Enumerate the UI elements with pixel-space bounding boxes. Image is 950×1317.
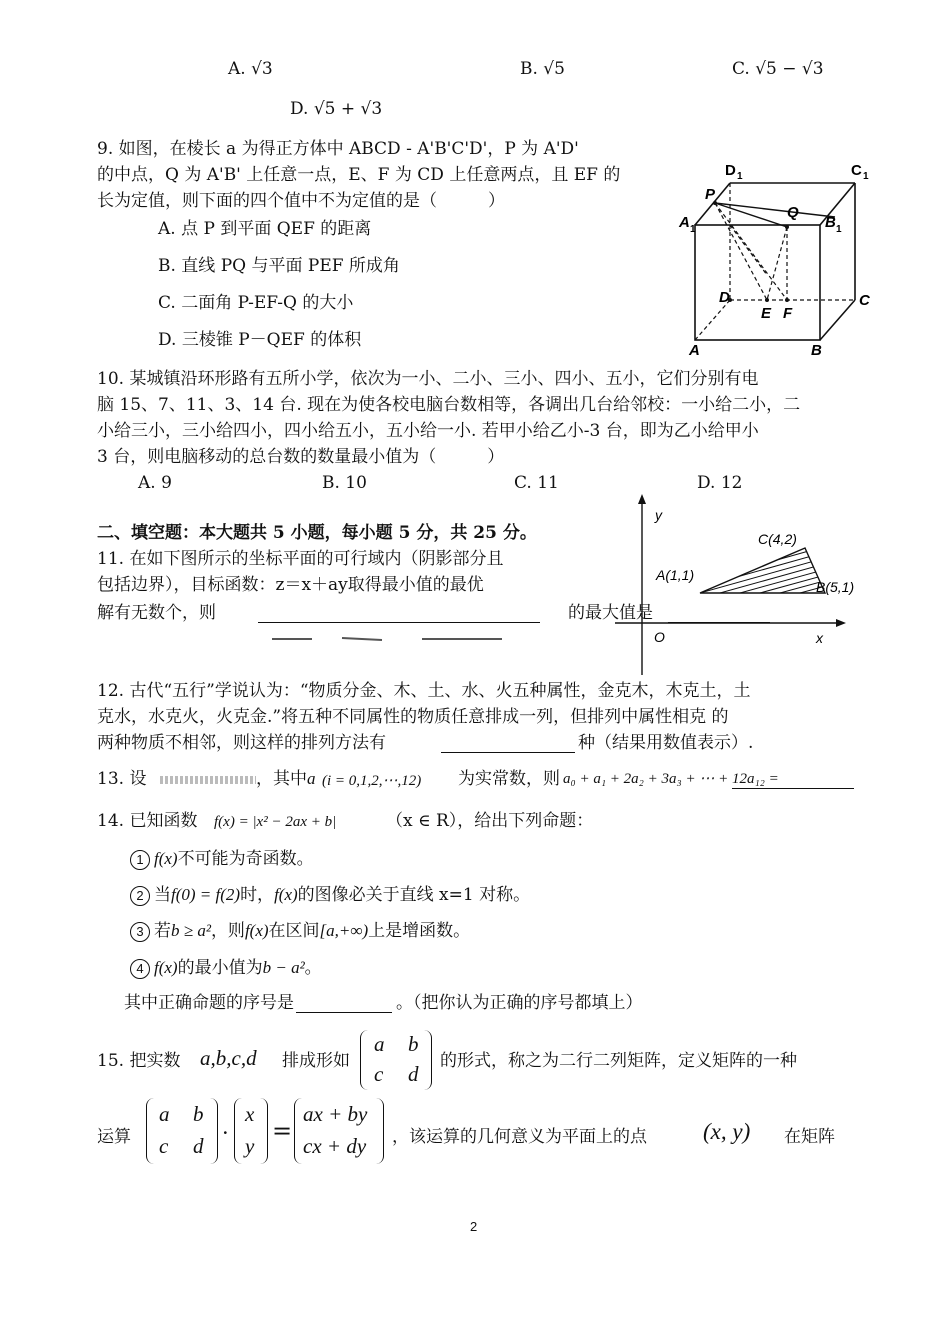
q13-where: ，其中	[256, 769, 307, 789]
q14-item-3-d: f(x)	[244, 921, 269, 940]
q11-blank-a[interactable]	[258, 604, 540, 623]
q8-option-d: D. √5 + √3	[290, 99, 383, 119]
q15-vector-result	[294, 1098, 384, 1164]
q15-equals: =	[272, 1117, 293, 1145]
q10-option-c: C. 11	[514, 473, 559, 493]
matrix-cell: a	[159, 1102, 170, 1126]
q14-item-3-b: b ≥ a²	[171, 921, 211, 940]
point-b-label: B(5,1)	[816, 579, 855, 595]
q11-line-3b: 的最大值是	[568, 603, 653, 623]
q9-line-3: 长为定值，则下面的四个值中不为定值的是（ ）	[97, 191, 505, 211]
circled-number: 4	[130, 959, 150, 979]
q14-blank[interactable]	[296, 994, 392, 1013]
q14-item-1-fx: f(x)	[154, 849, 178, 868]
q10-line-4: 3 台，则电脑移动的总台数的数量最小值为（ ）	[97, 447, 505, 467]
label-q: Q	[787, 204, 799, 221]
label-d1-sub: 1	[737, 171, 743, 182]
q13-ai: a	[307, 769, 316, 788]
matrix-cell: y	[245, 1134, 255, 1158]
q13-text: 为实常数，则	[458, 769, 560, 789]
label-b1: B	[825, 214, 836, 231]
label-d: D	[719, 289, 730, 306]
q11-line-3a: 解有无数个，则	[97, 603, 216, 623]
q14-item-3-f: [a,+∞)	[319, 921, 369, 940]
q14-line-1a: 14. 已知函数	[97, 811, 198, 831]
q12-line-3a: 两种物质不相邻，则这样的排列方法有	[97, 733, 386, 753]
q14-item-2-e: 的图像必关于直线 x=1 对称。	[297, 885, 531, 905]
q14-item-4	[130, 957, 322, 979]
q8-option-b: B. √5	[520, 59, 565, 79]
q14-item-3	[130, 920, 470, 942]
q8-option-c: C. √5 − √3	[732, 59, 824, 79]
q10-line-1: 10. 某城镇沿环形路有五所小学，依次为一小、二小、三小、四小、五小，它们分别有电	[97, 369, 759, 389]
label-p: P	[705, 186, 716, 203]
q15-vector-xy	[234, 1098, 268, 1164]
circled-number: 2	[130, 886, 150, 906]
q13-range: (i = 0,1,2,⋯,12)	[322, 773, 422, 789]
q15-point: (x, y)	[703, 1119, 751, 1144]
q15-line-1a: 15. 把实数	[97, 1051, 181, 1071]
q15-line-1c: 排成形如	[282, 1051, 350, 1071]
q9-option-a: A. 点 P 到平面 QEF 的距离	[158, 219, 372, 239]
axis-y-label: y	[655, 507, 662, 523]
q14-item-3-a: 若	[154, 921, 171, 941]
matrix-cell: b	[408, 1032, 419, 1056]
q10-line-2: 脑 15、7、11、3、14 台. 现在为使各校电脑台数相等，各调出几台给邻校：一小给二小，二	[97, 395, 801, 415]
q14-item-4-b: 的最小值为	[177, 958, 263, 978]
origin-label: O	[654, 629, 665, 645]
q12-blank[interactable]	[441, 734, 575, 753]
q9-option-d: D. 三棱锥 P－QEF 的体积	[158, 330, 362, 350]
q11-line-2: 包括边界），目标函数：z＝x＋ay取得最小值的最优	[97, 575, 484, 595]
feasible-region-figure	[600, 490, 870, 680]
label-d1: D	[725, 162, 736, 179]
label-a: A	[689, 342, 700, 359]
matrix-cell: d	[193, 1134, 204, 1158]
q14-item-4-c: b − a²	[262, 958, 305, 977]
q13-sum: a₀ + a₁ + 2a₂ + 3a₃ + ⋯ + 12a₁₂ =	[563, 771, 779, 787]
q11-line-1: 11. 在如下图所示的坐标平面的可行域内（阴影部分且	[97, 549, 504, 569]
page-number: 2	[470, 1219, 478, 1234]
q14-item-1-text: 不可能为奇函数。	[177, 849, 314, 869]
label-c: C	[859, 292, 870, 309]
q14-conclusion-a: 其中正确命题的序号是	[124, 993, 294, 1013]
axis-x-label: x	[816, 630, 823, 646]
matrix-cell: c	[374, 1062, 384, 1086]
label-c1-sub: 1	[863, 171, 869, 182]
q12-line-1: 12. 古代“五行”学说认为：“物质分金、木、土、水、火五种属性，金克木，木克土，土	[97, 681, 751, 701]
label-b: B	[811, 342, 822, 359]
label-a1-sub: 1	[690, 224, 696, 235]
q15-dot: ·	[222, 1121, 229, 1145]
q14-item-3-g: 上是增函数。	[368, 921, 471, 941]
q15-line-2d: 在矩阵	[784, 1127, 835, 1147]
q8-option-a: A. √3	[228, 59, 273, 79]
matrix-cell: a	[374, 1032, 385, 1056]
q9-line-1: 9. 如图，在棱长 a 为得正方体中 ABCD - A'B'C'D'，P 为 A'D'	[97, 139, 579, 159]
q15-line-1d: 的形式，称之为二行二列矩阵，定义矩阵的一种	[440, 1051, 797, 1071]
q14-item-4-a: f(x)	[154, 958, 178, 977]
matrix-cell: x	[245, 1102, 255, 1126]
label-b1-sub: 1	[836, 224, 842, 235]
q15-matrix-example	[360, 1030, 432, 1090]
q10-line-3: 小给三小，三小给四小，四小给五小，五小给一小. 若甲小给乙小-3 台，即为乙小给甲小	[97, 421, 759, 441]
q15-matrix-a	[146, 1098, 218, 1164]
label-c1: C	[851, 162, 862, 179]
q13-faded-expression	[160, 776, 256, 784]
q9-line-2: 的中点，Q 为 A'B' 上任意一点，E、F 为 CD 上任意两点，且 EF 的	[97, 165, 621, 185]
circled-number: 1	[130, 850, 150, 870]
q14-conclusion-b: 。（把你认为正确的序号都填上）	[396, 993, 643, 1013]
q15-line-2a: 运算	[97, 1127, 131, 1147]
q10-option-d: D. 12	[697, 473, 743, 493]
matrix-cell: ax + by	[303, 1102, 368, 1126]
q14-line-1c: （x ∈ R），给出下列命题：	[386, 811, 594, 831]
matrix-cell: b	[193, 1102, 204, 1126]
q12-line-3b: 种（结果用数值表示）.	[578, 733, 754, 753]
q15-line-2b: ，该运算的几何意义为平面上的点	[392, 1127, 647, 1147]
q9-option-c: C. 二面角 P-EF-Q 的大小	[158, 293, 354, 313]
point-a-label: A(1,1)	[656, 567, 695, 583]
section-2-heading: 二、填空题：本大题共 5 小题，每小题 5 分，共 25 分。	[97, 523, 537, 543]
q15-vars: a,b,c,d	[200, 1046, 257, 1070]
point-c-label: C(4,2)	[758, 531, 797, 547]
q14-item-4-d: 。	[304, 958, 322, 978]
q14-item-2-a: 当	[154, 885, 171, 905]
q14-item-3-c: ，则	[210, 921, 245, 941]
label-a1: A	[679, 214, 690, 231]
matrix-cell: c	[159, 1134, 169, 1158]
q9-option-b: B. 直线 PQ 与平面 PEF 所成角	[158, 256, 400, 276]
q14-func: f(x) = |x² − 2ax + b|	[214, 814, 337, 830]
label-f: F	[783, 305, 793, 322]
q14-item-2	[130, 884, 530, 906]
q14-item-1	[130, 848, 314, 870]
q10-option-b: B. 10	[322, 473, 367, 493]
q10-option-a: A. 9	[138, 473, 172, 493]
q14-item-2-b: f(0) = f(2)	[171, 885, 241, 904]
q12-line-2: 克水，水克火，火克金.”将五种不同属性的物质任意排成一列，但排列中属性相克 的	[97, 707, 729, 727]
label-e: E	[761, 305, 772, 322]
matrix-cell: cx + dy	[303, 1134, 367, 1158]
q13-blank[interactable]	[732, 770, 854, 789]
q14-item-2-c: 时，	[240, 885, 275, 905]
cube-figure	[675, 155, 880, 360]
matrix-cell: d	[408, 1062, 419, 1086]
q14-item-3-e: 在区间	[268, 921, 320, 941]
circled-number: 3	[130, 922, 150, 942]
q11-scribble	[272, 628, 522, 636]
q13-prefix: 13. 设	[97, 769, 147, 789]
q14-item-2-d: f(x)	[274, 885, 298, 904]
